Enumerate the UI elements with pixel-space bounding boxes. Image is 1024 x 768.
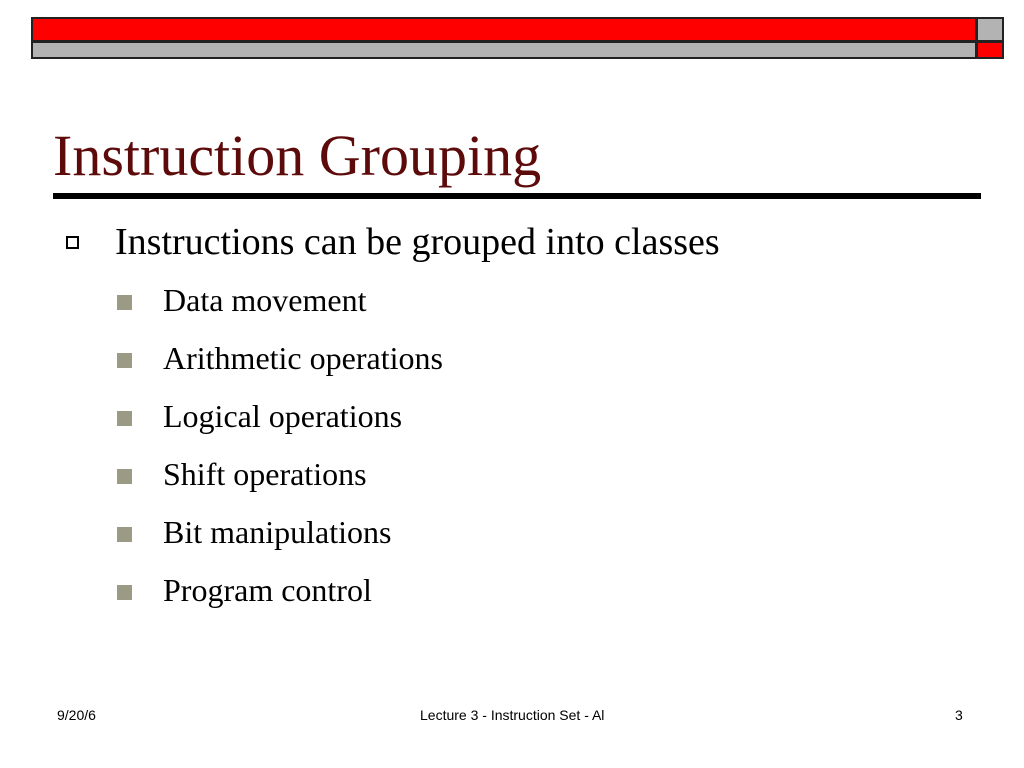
sub-bullet-item xyxy=(117,568,443,626)
sub-bullet-item xyxy=(117,278,443,336)
main-bullet xyxy=(66,218,720,266)
sub-bullet-text: Arithmetic operations xyxy=(163,340,443,376)
square-bullet-icon xyxy=(117,585,132,600)
sub-bullet-item xyxy=(117,452,443,510)
sub-bullet-text: Program control xyxy=(163,572,372,608)
main-bullet-text: Instructions can be grouped into classes xyxy=(115,221,720,263)
sub-bullet-text: Shift operations xyxy=(163,456,367,492)
sub-bullet-text: Data movement xyxy=(163,282,367,318)
square-bullet-icon xyxy=(117,411,132,426)
sub-bullet-text: Logical operations xyxy=(163,398,403,434)
header-corner-box-gray xyxy=(976,17,1004,42)
hollow-square-bullet-icon xyxy=(66,236,79,249)
square-bullet-icon xyxy=(117,295,132,310)
header-bar-gray xyxy=(31,41,977,59)
sub-bullet-text: Bit manipulations xyxy=(163,514,392,550)
footer-lecture-title: Lecture 3 - Instruction Set - Al xyxy=(420,707,605,723)
sub-bullet-item xyxy=(117,394,443,452)
header-bar-red xyxy=(31,17,977,42)
slide-title: Instruction Grouping xyxy=(53,123,542,188)
square-bullet-icon xyxy=(117,353,132,368)
sub-bullet-list xyxy=(117,278,443,626)
square-bullet-icon xyxy=(117,527,132,542)
title-underline xyxy=(53,193,981,199)
sub-bullet-item xyxy=(117,510,443,568)
square-bullet-icon xyxy=(117,469,132,484)
footer-page-number: 3 xyxy=(955,707,963,723)
sub-bullet-item xyxy=(117,336,443,394)
footer-date: 9/20/6 xyxy=(57,707,96,723)
header-corner-box-red xyxy=(976,41,1004,59)
